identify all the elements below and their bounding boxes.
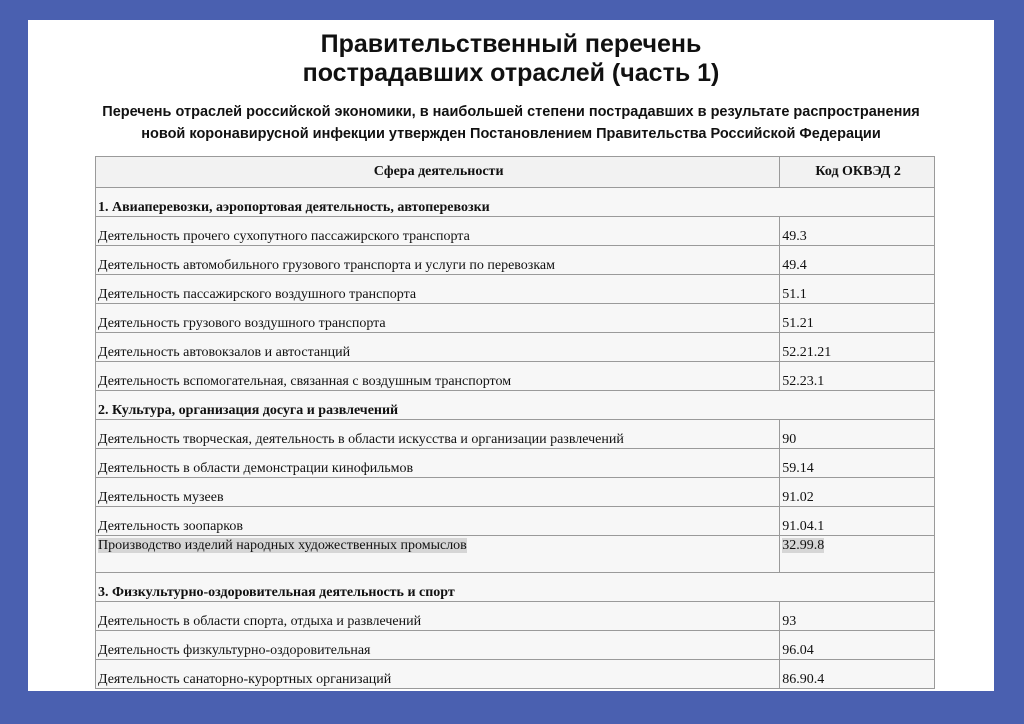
code-cell: 91.02 bbox=[780, 478, 935, 507]
section-title: 1. Авиаперевозки, аэропортовая деятельность, автоперевозки bbox=[96, 188, 935, 217]
code-cell: 52.21.21 bbox=[780, 333, 935, 362]
activity-cell: Деятельность санаторно-курортных организаций bbox=[96, 660, 780, 689]
table-row bbox=[96, 660, 935, 689]
code-cell bbox=[780, 536, 935, 573]
page-title-line-1: Правительственный перечень bbox=[320, 30, 702, 58]
table-row bbox=[96, 602, 935, 631]
page-subtitle bbox=[28, 101, 994, 145]
activity-cell: Деятельность грузового воздушного транспорта bbox=[96, 304, 780, 333]
code-cell: 51.21 bbox=[780, 304, 935, 333]
activity-cell: Деятельность музеев bbox=[96, 478, 780, 507]
table-row bbox=[96, 333, 935, 362]
code-cell: 49.4 bbox=[780, 246, 935, 275]
activity-cell: Деятельность вспомогательная, связанная с воздушным транспортом bbox=[96, 362, 780, 391]
highlighted-activity-text: Производство изделий народных художественных промыслов bbox=[98, 538, 467, 553]
page-title-line-2: пострадавших отраслей (часть 1) bbox=[302, 59, 720, 87]
section-title: 3. Физкультурно-оздоровительная деятельность и спорт bbox=[96, 573, 935, 602]
activity-cell: Деятельность автомобильного грузового транспорта и услуги по перевозкам bbox=[96, 246, 780, 275]
table-row bbox=[96, 631, 935, 660]
code-cell: 96.04 bbox=[780, 631, 935, 660]
section-row bbox=[96, 573, 935, 602]
code-cell: 93 bbox=[780, 602, 935, 631]
table-row bbox=[96, 449, 935, 478]
activity-cell: Деятельность пассажирского воздушного транспорта bbox=[96, 275, 780, 304]
code-cell: 91.04.1 bbox=[780, 507, 935, 536]
page-title bbox=[28, 30, 994, 88]
table-row bbox=[96, 507, 935, 536]
code-cell: 49.3 bbox=[780, 217, 935, 246]
code-cell: 52.23.1 bbox=[780, 362, 935, 391]
activity-cell: Деятельность физкультурно-оздоровительная bbox=[96, 631, 780, 660]
section-row bbox=[96, 391, 935, 420]
table-header-row bbox=[96, 157, 935, 188]
activity-cell bbox=[96, 536, 780, 573]
header-okved-code: Код ОКВЭД 2 bbox=[780, 157, 935, 188]
page-subtitle-line-1: Перечень отраслей российской экономики, в наибольшей степени пострадавших в результате распространения bbox=[102, 104, 920, 120]
code-cell: 51.1 bbox=[780, 275, 935, 304]
header-activity: Сфера деятельности bbox=[96, 157, 780, 188]
table-row bbox=[96, 275, 935, 304]
table-row bbox=[96, 536, 935, 573]
table-row bbox=[96, 362, 935, 391]
code-cell: 59.14 bbox=[780, 449, 935, 478]
code-cell: 90 bbox=[780, 420, 935, 449]
activity-cell: Деятельность прочего сухопутного пассажирского транспорта bbox=[96, 217, 780, 246]
table-row bbox=[96, 420, 935, 449]
activity-cell: Деятельность творческая, деятельность в области искусства и организации развлечений bbox=[96, 420, 780, 449]
industries-table bbox=[95, 156, 935, 689]
section-title: 2. Культура, организация досуга и развлечений bbox=[96, 391, 935, 420]
table-row bbox=[96, 246, 935, 275]
highlighted-code-text: 32.99.8 bbox=[782, 538, 825, 553]
page-subtitle-line-2: новой коронавирусной инфекции утвержден Постановлением Правительства Российской Федерации bbox=[141, 126, 881, 142]
section-row bbox=[96, 188, 935, 217]
activity-cell: Деятельность зоопарков bbox=[96, 507, 780, 536]
slide bbox=[28, 20, 994, 691]
table-row bbox=[96, 478, 935, 507]
table-row bbox=[96, 304, 935, 333]
code-cell: 86.90.4 bbox=[780, 660, 935, 689]
activity-cell: Деятельность в области демонстрации кинофильмов bbox=[96, 449, 780, 478]
table-row bbox=[96, 217, 935, 246]
activity-cell: Деятельность автовокзалов и автостанций bbox=[96, 333, 780, 362]
activity-cell: Деятельность в области спорта, отдыха и развлечений bbox=[96, 602, 780, 631]
